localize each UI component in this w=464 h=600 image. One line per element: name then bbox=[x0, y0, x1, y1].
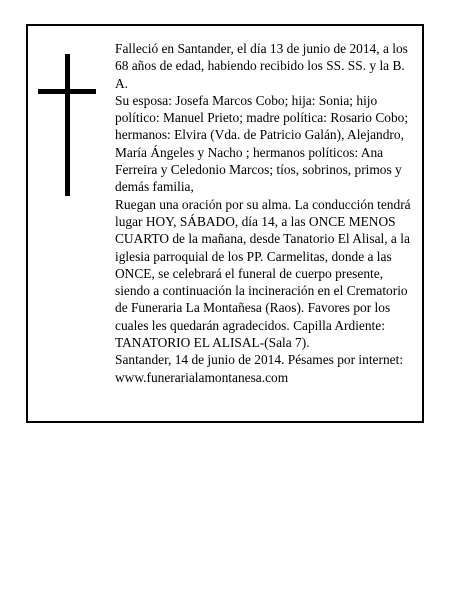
death-announcement-paragraph: Falleció en Santander, el día 13 de junio de 2014, a los 68 años de edad, habiendo recibido los SS. SS. y la B. A. bbox=[115, 41, 408, 91]
cross-vertical-bar bbox=[65, 54, 70, 196]
date-and-condolences-paragraph: Santander, 14 de junio de 2014. Pésames por internet: www.funerarialamontanesa.com bbox=[115, 352, 404, 385]
obituary-text bbox=[115, 40, 420, 386]
cross-icon bbox=[38, 54, 96, 196]
funeral-details-paragraph: Ruegan una oración por su alma. La conducción tendrá lugar HOY, SÁBADO, día 14, a las ONCE MENOS CUARTO de la mañana, desde Tanatorio El Alisal, a la iglesia parroquial de los PP. Carmelitas, donde a las ONCE, se celebrará el funeral de cuerpo presente, siendo a continuación la incineración en el Crematorio de Funeraria La Montañesa (Raos). Favores por los cuales les quedarán agradecidos. Capilla Ardiente: TANATORIO EL ALISAL-(Sala 7). bbox=[115, 196, 411, 351]
family-list-paragraph: Su esposa: Josefa Marcos Cobo; hija: Sonia; hijo político: Manuel Prieto; madre política: Rosario Cobo; hermanos: Elvira (Vda. de Patricio Galán), Alejandro, María Ángeles y Nacho ; hermanos políticos: Ana Ferreira y Celedonio Marcos; tíos, sobrinos, primos y demás familia, bbox=[115, 92, 409, 195]
cross-horizontal-bar bbox=[38, 89, 96, 94]
obituary-notice bbox=[26, 24, 424, 423]
